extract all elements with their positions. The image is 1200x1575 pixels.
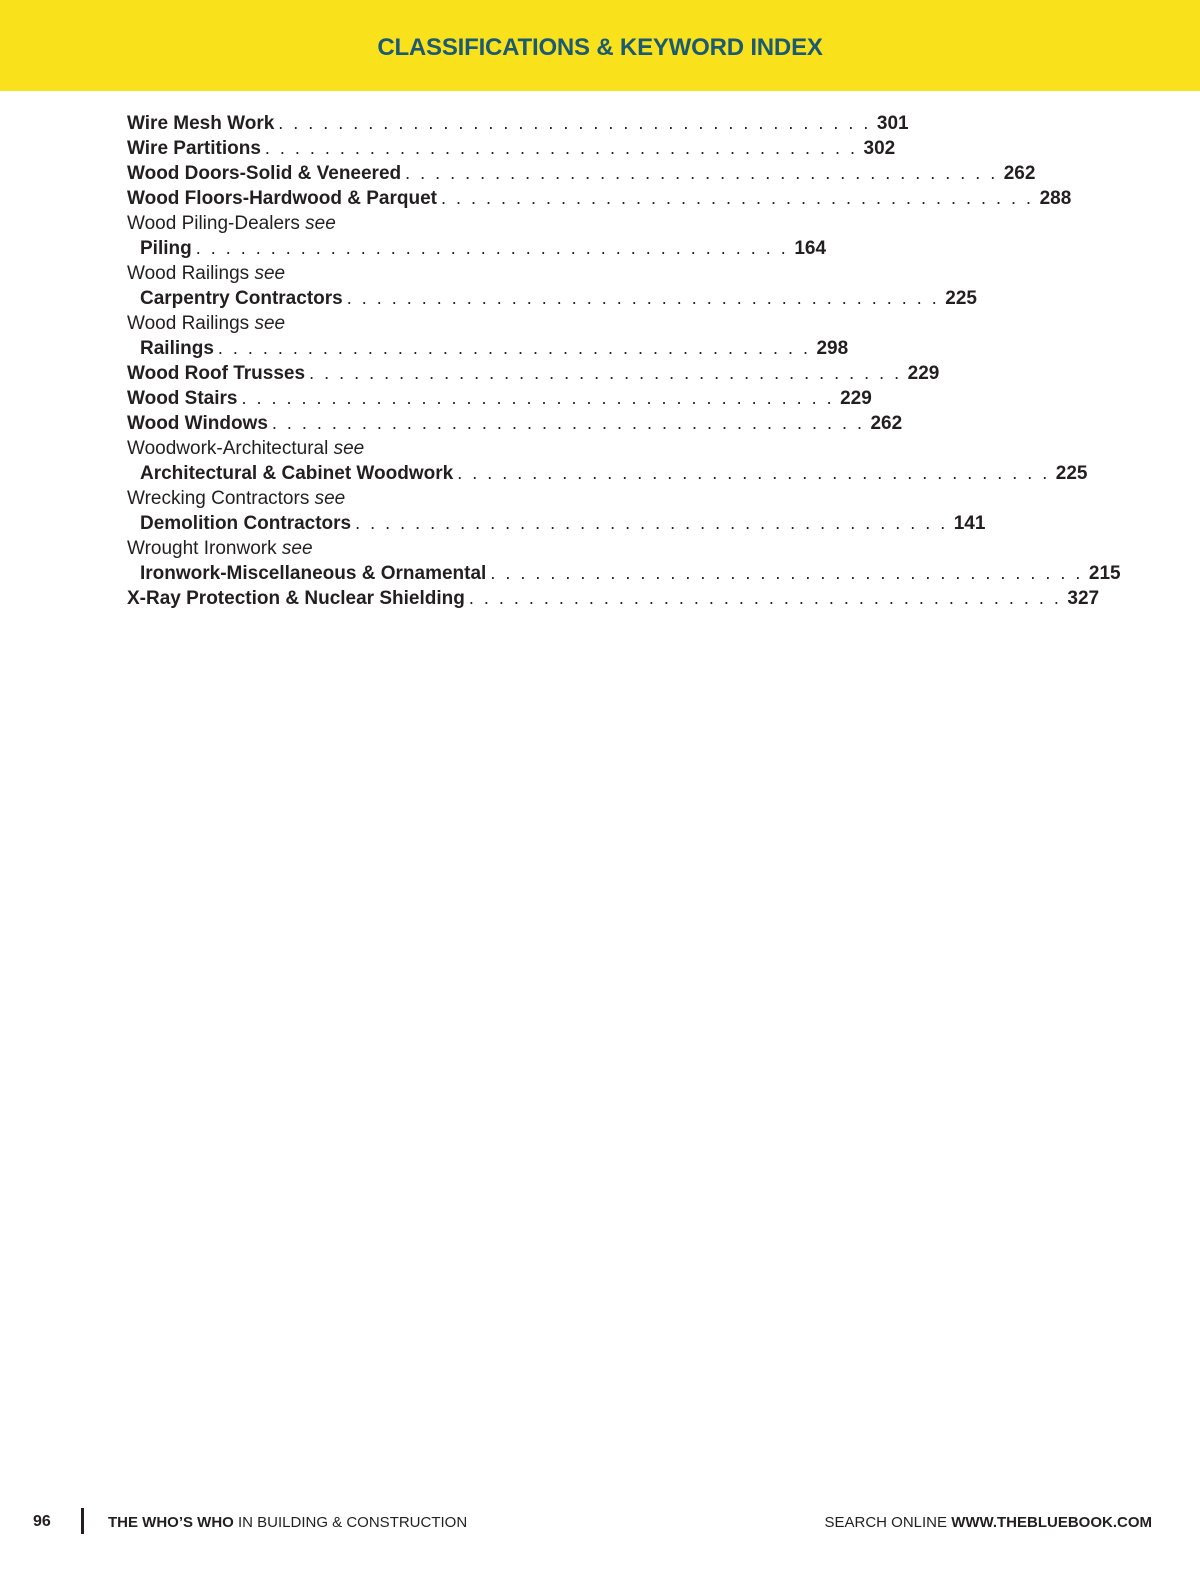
index-entry xyxy=(127,136,896,161)
see-word: see xyxy=(314,488,346,509)
see-word: see xyxy=(333,438,365,459)
dot-leader: . . . . . . . . . . . . . . . . . . . . . . . . . . . . . . . . . . . . . . . . xyxy=(468,588,1062,608)
dot-leader: . . . . . . . . . . . . . . . . . . . . . . . . . . . . . . . . . . . . . . . . xyxy=(217,338,811,358)
index-entry-page: 262 xyxy=(870,413,903,434)
website-link[interactable]: WWW.THEBLUEBOOK.COM xyxy=(951,1514,1152,1531)
index-entry-label: Wire Partitions xyxy=(127,138,261,159)
index-entry-page: 141 xyxy=(953,513,986,534)
index-entry-page: 215 xyxy=(1088,563,1121,584)
page-number: 96 xyxy=(33,1513,51,1530)
see-reference xyxy=(127,311,579,336)
publication-name-rest: IN BUILDING & CONSTRUCTION xyxy=(233,1514,468,1531)
index-entry-label: Wood Doors-Solid & Veneered xyxy=(127,163,402,184)
index-subentry xyxy=(127,511,986,536)
page-title: CLASSIFICATIONS & KEYWORD INDEX xyxy=(377,34,823,61)
index-entry-label: Wood Stairs xyxy=(127,388,238,409)
see-reference xyxy=(127,211,579,236)
see-reference-label: Woodwork-Architectural xyxy=(127,438,329,459)
dot-leader: . . . . . . . . . . . . . . . . . . . . . . . . . . . . . . . . . . . . . . . . xyxy=(346,288,940,308)
index-entry-page: 225 xyxy=(1055,463,1088,484)
page-footer xyxy=(0,1506,1200,1536)
see-reference-label: Wood Piling-Dealers xyxy=(127,213,300,234)
see-word: see xyxy=(305,213,336,234)
search-online xyxy=(824,1514,1152,1531)
index-entry-page: 229 xyxy=(840,388,872,409)
index-entry xyxy=(127,186,1072,211)
publication-name xyxy=(108,1514,467,1531)
index-entry xyxy=(127,111,909,136)
index-subentry xyxy=(127,286,977,311)
index-entry-label: Piling xyxy=(140,238,192,259)
dot-leader: . . . . . . . . . . . . . . . . . . . . . . . . . . . . . . . . . . . . . . . . xyxy=(278,113,871,133)
index-entry-label: Architectural & Cabinet Woodwork xyxy=(140,463,454,484)
index-entry xyxy=(127,586,1100,611)
index-entry xyxy=(127,386,872,411)
dot-leader: . . . . . . . . . . . . . . . . . . . . . . . . . . . . . . . . . . . . . . . . xyxy=(440,188,1034,208)
index-entry-label: Wood Windows xyxy=(127,413,268,434)
index-entry-label: Wood Floors-Hardwood & Parquet xyxy=(127,188,437,209)
see-word: see xyxy=(254,263,286,284)
index-entry-page: 288 xyxy=(1039,188,1072,209)
index-entry-label: Railings xyxy=(140,338,214,359)
index-entry-label: Wire Mesh Work xyxy=(127,113,275,134)
publication-name-bold: THE WHO’S WHO xyxy=(108,1514,234,1531)
see-reference-label: Wood Railings xyxy=(127,313,250,334)
index-entry xyxy=(127,411,903,436)
see-reference-label: Wrecking Contractors xyxy=(127,488,310,509)
see-reference xyxy=(127,536,579,561)
dot-leader: . . . . . . . . . . . . . . . . . . . . . . . . . . . . . . . . . . . . . . . . xyxy=(355,513,948,533)
dot-leader: . . . . . . . . . . . . . . . . . . . . . . . . . . . . . . . . . . . . . . . . xyxy=(490,563,1083,583)
dot-leader: . . . . . . . . . . . . . . . . . . . . . . . . . . . . . . . . . . . . . . . . xyxy=(309,363,902,383)
index-subentry xyxy=(127,336,849,361)
index-entry-page: 164 xyxy=(794,238,827,259)
index-entry-page: 301 xyxy=(876,113,909,134)
index-subentry xyxy=(127,461,1088,486)
index-entry-label: Ironwork-Miscellaneous & Ornamental xyxy=(140,563,487,584)
index-entry-label: X-Ray Protection & Nuclear Shielding xyxy=(127,588,465,609)
index-entry-page: 262 xyxy=(1003,163,1036,184)
see-word: see xyxy=(254,313,286,334)
index-entry-page: 298 xyxy=(816,338,849,359)
index-entry-label: Demolition Contractors xyxy=(140,513,352,534)
index-entry xyxy=(127,161,1036,186)
dot-leader: . . . . . . . . . . . . . . . . . . . . . . . . . . . . . . . . . . . . . . . . xyxy=(195,238,789,258)
index-entry xyxy=(127,361,940,386)
index-entry-label: Carpentry Contractors xyxy=(140,288,343,309)
index-entry-label: Wood Roof Trusses xyxy=(127,363,306,384)
index-entry-page: 229 xyxy=(907,363,940,384)
dot-leader: . . . . . . . . . . . . . . . . . . . . . . . . . . . . . . . . . . . . . . . . xyxy=(241,388,835,408)
dot-leader: . . . . . . . . . . . . . . . . . . . . . . . . . . . . . . . . . . . . . . . . xyxy=(457,463,1050,483)
footer-divider xyxy=(81,1508,84,1534)
index-subentry xyxy=(127,236,827,261)
dot-leader: . . . . . . . . . . . . . . . . . . . . . . . . . . . . . . . . . . . . . . . . xyxy=(271,413,865,433)
index-entry-page: 327 xyxy=(1067,588,1100,609)
see-reference-label: Wrought Ironwork xyxy=(127,538,277,559)
index-entry-page: 302 xyxy=(863,138,896,159)
keyword-index-list xyxy=(127,111,1121,611)
dot-leader: . . . . . . . . . . . . . . . . . . . . . . . . . . . . . . . . . . . . . . . . xyxy=(405,163,998,183)
index-subentry xyxy=(127,561,1121,586)
dot-leader: . . . . . . . . . . . . . . . . . . . . . . . . . . . . . . . . . . . . . . . . xyxy=(264,138,858,158)
see-reference xyxy=(127,486,579,511)
see-word: see xyxy=(281,538,313,559)
see-reference xyxy=(127,436,579,461)
see-reference xyxy=(127,261,579,286)
index-entry-page: 225 xyxy=(945,288,977,309)
see-reference-label: Wood Railings xyxy=(127,263,250,284)
search-online-text: SEARCH ONLINE xyxy=(824,1514,952,1531)
